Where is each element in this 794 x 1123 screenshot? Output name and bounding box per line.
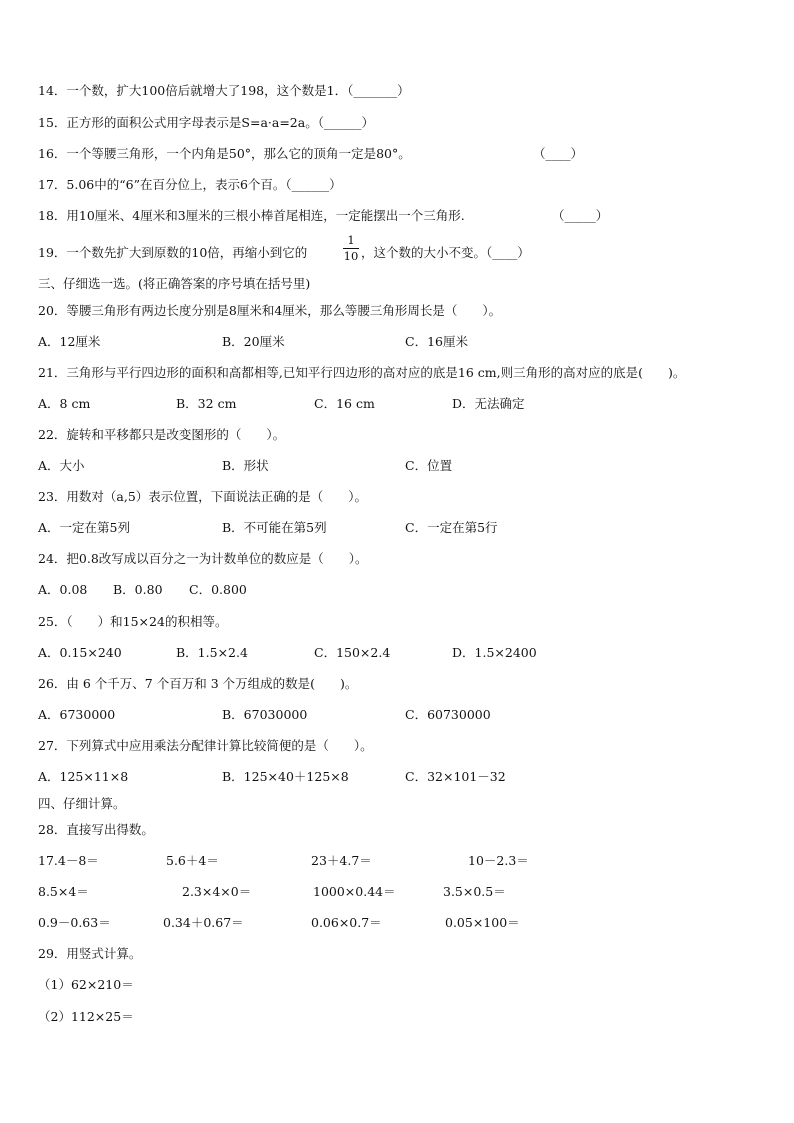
question-25: 25．（ ）和15×24的积相等。: [38, 614, 228, 629]
fraction-denominator: 10: [343, 249, 359, 263]
q22-option-a: A．大小: [38, 458, 85, 473]
fraction-one-tenth: [343, 234, 359, 262]
question-16: 16．一个等腰三角形，一个内角是50°，那么它的顶角一定是80°。: [38, 146, 411, 161]
question-17: 17．5.06中的“6”在百分位上，表示6个百。（______）: [38, 177, 342, 192]
q22-option-b: B．形状: [222, 458, 269, 473]
q21-option-b: B．32 cm: [176, 396, 237, 411]
q23-option-b: B．不可能在第5列: [222, 520, 327, 535]
calc-item: 2.3×4×0＝: [182, 884, 252, 899]
calc-item: 0.34＋0.67＝: [163, 915, 244, 930]
q23-option-a: A．一定在第5列: [38, 520, 130, 535]
question-15: 15．正方形的面积公式用字母表示是S=a·a=2a。（______）: [38, 115, 374, 130]
calc-item: 8.5×4＝: [38, 884, 89, 899]
q20-option-c: C．16厘米: [405, 334, 468, 349]
q27-option-b: B．125×40＋125×8: [222, 769, 349, 784]
question-14: 14．一个数，扩大100倍后就增大了198，这个数是1．（_______）: [38, 83, 410, 98]
question-22: 22．旋转和平移都只是改变图形的（ ）。: [38, 427, 286, 442]
calc-item: 3.5×0.5＝: [443, 884, 506, 899]
q25-option-b: B．1.5×2.4: [176, 645, 248, 660]
q20-option-b: B．20厘米: [222, 334, 285, 349]
question-19-part2: ，这个数的大小不变。（____）: [361, 245, 530, 260]
question-21: 21．三角形与平行四边形的面积和高都相等,已知平行四边形的高对应的底是16 cm,则三角形的高对应的底是( )。: [38, 365, 686, 380]
calc-item: 0.06×0.7＝: [311, 915, 382, 930]
q29-item-1: （1）62×210＝: [38, 977, 134, 992]
q25-option-d: D．1.5×2400: [452, 645, 537, 660]
section-4-title: 四、仔细计算。: [38, 796, 126, 811]
q24-option-c: C．0.800: [189, 582, 247, 597]
calc-item: 0.05×100＝: [445, 915, 520, 930]
q29-item-2: （2）112×25＝: [38, 1009, 134, 1024]
section-3-title: 三、仔细选一选。(将正确答案的序号填在括号里): [38, 276, 311, 291]
q21-option-a: A．8 cm: [38, 396, 91, 411]
calc-item: 1000×0.44＝: [313, 884, 396, 899]
q25-option-a: A．0.15×240: [38, 645, 122, 660]
q26-option-a: A．6730000: [38, 707, 116, 722]
calc-item: 17.4－8＝: [38, 853, 99, 868]
q22-option-c: C．位置: [405, 458, 453, 473]
question-20: 20．等腰三角形有两边长度分别是8厘米和4厘米，那么等腰三角形周长是（ ）。: [38, 303, 502, 318]
q24-option-b: B．0.80: [113, 582, 163, 597]
q24-option-a: A．0.08: [38, 582, 88, 597]
question-28: 28．直接写出得数。: [38, 822, 154, 837]
calc-item: 5.6＋4＝: [166, 853, 219, 868]
question-18: 18．用10厘米、4厘米和3厘米的三根小棒首尾相连，一定能摆出一个三角形.: [38, 208, 465, 223]
q26-option-c: C．60730000: [405, 707, 491, 722]
question-24: 24．把0.8改写成以百分之一为计数单位的数应是（ ）。: [38, 551, 368, 566]
question-19-part1: 19．一个数先扩大到原数的10倍，再缩小到它的: [38, 245, 308, 260]
q25-option-c: C．150×2.4: [314, 645, 391, 660]
question-18-answer-blank: （_____）: [552, 208, 609, 223]
question-16-answer-blank: （____）: [533, 146, 584, 161]
fraction-numerator: 1: [347, 233, 355, 247]
question-23: 23．用数对（a,5）表示位置，下面说法正确的是（ ）。: [38, 489, 368, 504]
q26-option-b: B．67030000: [222, 707, 308, 722]
q23-option-c: C．一定在第5行: [405, 520, 498, 535]
q27-option-a: A．125×11×8: [38, 769, 129, 784]
q27-option-c: C．32×101－32: [405, 769, 506, 784]
calc-item: 10－2.3＝: [468, 853, 529, 868]
question-27: 27．下列算式中应用乘法分配律计算比较简便的是（ ）。: [38, 738, 373, 753]
question-29: 29．用竖式计算。: [38, 946, 142, 961]
calc-item: 23＋4.7＝: [311, 853, 372, 868]
question-26: 26．由 6 个千万、7 个百万和 3 个万组成的数是( )。: [38, 676, 358, 691]
q21-option-d: D．无法确定: [452, 396, 525, 411]
calc-item: 0.9－0.63＝: [38, 915, 111, 930]
q20-option-a: A．12厘米: [38, 334, 101, 349]
q21-option-c: C．16 cm: [314, 396, 375, 411]
